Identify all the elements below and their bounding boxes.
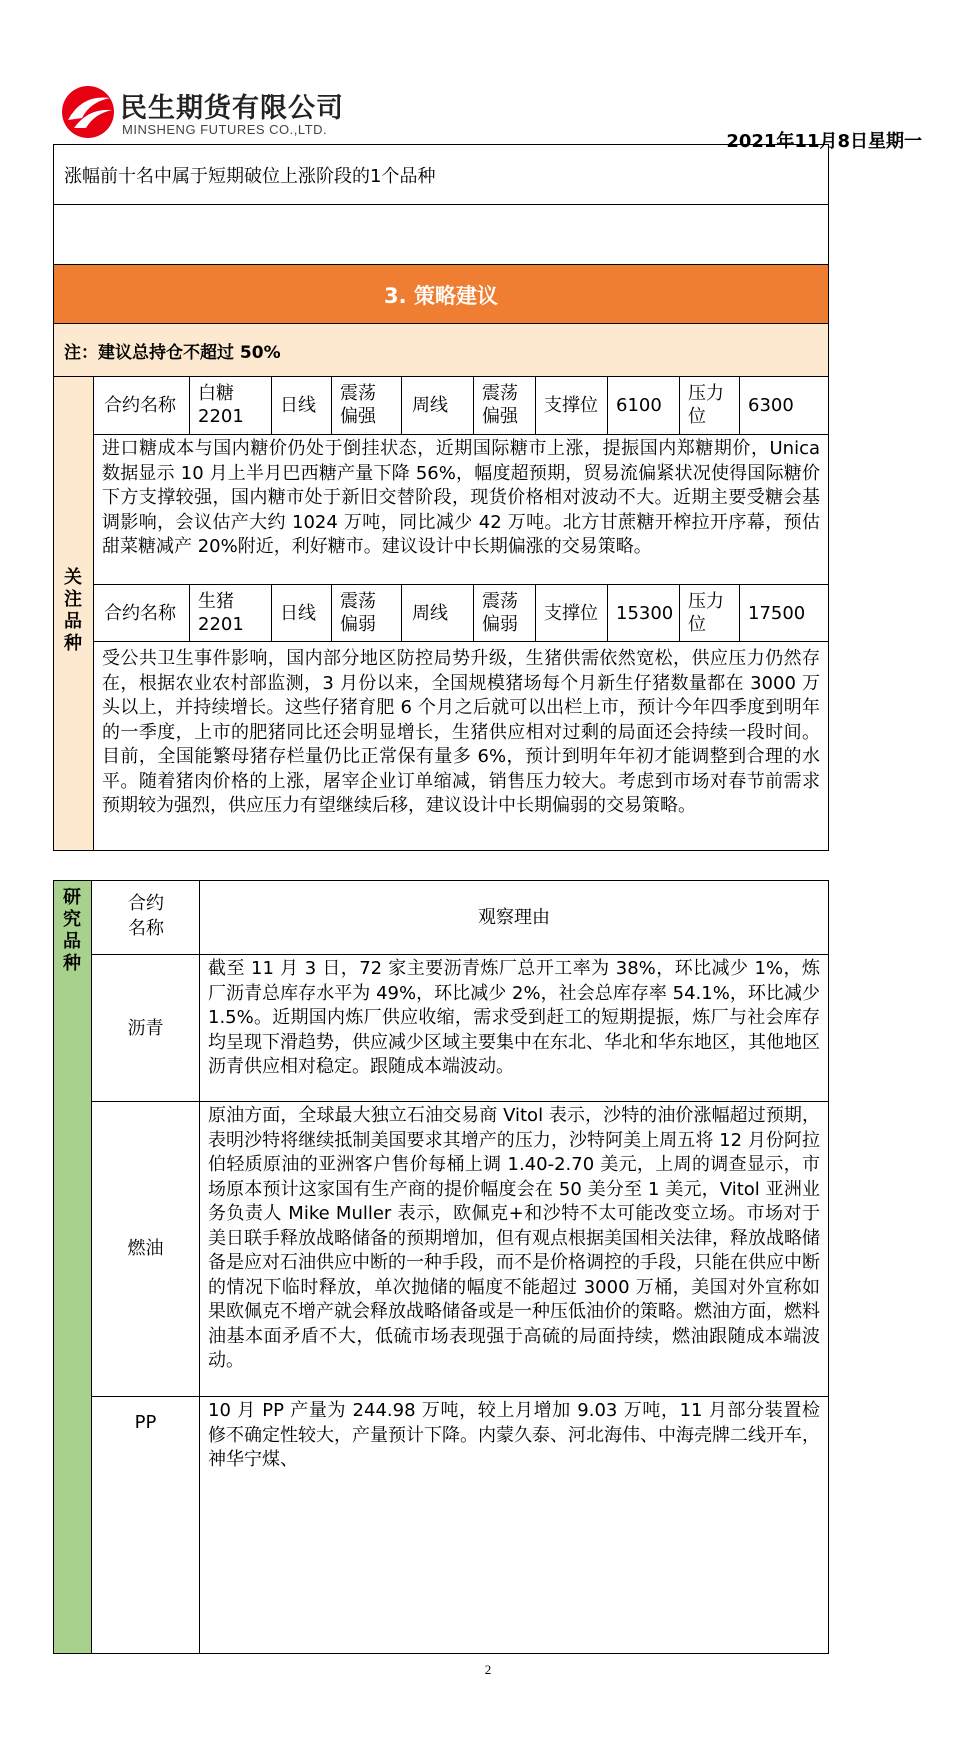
research-label: 研究品种 <box>63 887 81 974</box>
sugar-contract-label-cell <box>94 377 190 434</box>
sugar-weekly-label-cell <box>402 377 474 434</box>
note-row <box>54 324 828 377</box>
sugar-daily-trend-1: 震荡 <box>340 383 376 404</box>
col-contract-header-2: 名称 <box>128 918 164 939</box>
pp-reason-text: 10 月 PP 产量为 244.98 万吨，较上月增加 9.03 万吨，11 月部分装置检修不确定性较大，产量预计下降。内蒙久泰、河北海伟、中海壳牌二线开车，神华宁煤、 <box>208 1400 820 1470</box>
section-title: 3. 策略建议 <box>384 284 498 308</box>
hog-daily-trend-cell <box>332 585 402 641</box>
research-label-cell <box>54 881 92 1653</box>
pp-name: PP <box>134 1412 157 1433</box>
sugar-analysis-row <box>94 435 828 585</box>
sugar-weekly-label: 周线 <box>412 395 448 416</box>
blank-row <box>54 205 828 265</box>
col-reason-header: 观察理由 <box>478 907 550 928</box>
hog-daily-trend-2: 偏弱 <box>340 614 376 635</box>
sugar-support-label-cell <box>536 377 608 434</box>
fuel-oil-reason-text: 原油方面，全球最大独立石油交易商 Vitol 表示，沙特的油价涨幅超过预期，表明沙特将继续抵制美国要求其增产的压力，沙特阿美上周五将 12 月份阿拉伯轻质原油的亚洲客户售价每桶上调 1.40-2.70 美元，上周的调查显示，市场原本预计这家国有生产商的提价幅度会在 50 美分至 1 美元，Vitol 亚洲业务负责人 Mike Muller 表示，欧佩克+和沙特不太可能改变立场。市场对于美日联手释放战略储备的预期增加，但有观点根据美国相关法律，释放战略储备是应对石油供应中断的一种手段，而不是价格调控的手段，只能在供应中断的情况下临时释放，单次抛储的幅度不能超过 3000 万桶，美国对外宣称如果欧佩克不增产就会释放战略储备或是一种压低油价的策略。燃油方面，燃料油基本面矛盾不大，低硫市场表现强于高硫的局面持续，燃油跟随成本端波动。 <box>208 1105 820 1371</box>
asphalt-reason-text: 截至 11 月 3 日，72 家主要沥青炼厂总开工率为 38%，环比减少 1%，炼厂沥青总库存水平为 49%，环比减少 2%，社会总库存率 54.1%，环比减少 1.5%。近期国内炼厂供应收缩，需求受到赶工的短期提振，炼厂与社会库存均呈现下滑趋势，供应减少区域主要集中在东北、华北和华东地区，其他地区沥青供应相对稳定。跟随成本端波动。 <box>208 958 820 1077</box>
sugar-analysis-text: 进口糖成本与国内糖价仍处于倒挂状态，近期国际糖市上涨，提振国内郑糖期价，Unica 数据显示 10 月上半月巴西糖产量下降 56%，幅度超预期，贸易流偏紧状况使得国际糖价下方支撑较强，国内糖市处于新旧交替阶段，现货价格相对波动不大。近期主要受糖会基调影响，会议估产大约 1024 万吨，同比减少 42 万吨。北方甘蔗糖开榨拉开序幕，预估甜菜糖减产 20%附近，利好糖市。建议设计中长期偏涨的交易策略。 <box>102 438 820 557</box>
research-row-fuel-oil <box>92 1102 828 1397</box>
fuel-oil-name-cell <box>92 1102 200 1396</box>
hog-daily-trend-1: 震荡 <box>340 591 376 612</box>
sugar-support-value: 6100 <box>616 395 662 416</box>
sugar-support-label: 支撑位 <box>544 395 598 416</box>
page-number: 2 <box>484 1662 492 1677</box>
sugar-contract-name: 白糖 <box>198 383 234 404</box>
pp-name-cell <box>92 1397 200 1653</box>
sugar-support-value-cell <box>608 377 680 434</box>
asphalt-name-cell <box>92 955 200 1101</box>
sugar-daily-trend-cell <box>332 377 402 434</box>
focus-label: 关注品种 <box>64 567 82 654</box>
hog-contract-name: 生猪 <box>198 591 234 612</box>
sugar-daily-label-cell <box>272 377 332 434</box>
sugar-weekly-trend-cell <box>474 377 536 434</box>
sugar-contract-label: 合约名称 <box>104 395 176 416</box>
sugar-daily-label: 日线 <box>280 395 316 416</box>
hog-resistance-label-1: 压力 <box>688 591 724 612</box>
sugar-daily-trend-2: 偏强 <box>340 406 376 427</box>
intro-row <box>54 145 828 205</box>
hog-daily-label: 日线 <box>280 603 316 624</box>
hog-resistance-value: 17500 <box>748 603 806 624</box>
intro-text: 涨幅前十名中属于短期破位上涨阶段的1个品种 <box>64 166 436 187</box>
company-name-en: MINSHENG FUTURES CO.,LTD. <box>122 122 328 137</box>
hog-support-value-cell <box>608 585 680 641</box>
hog-weekly-trend-cell <box>474 585 536 641</box>
col-contract-header-1: 合约 <box>128 893 164 914</box>
sugar-contract-cell <box>190 377 272 434</box>
company-logo-icon <box>60 84 116 140</box>
sugar-resistance-label-1: 压力 <box>688 383 724 404</box>
research-header-row <box>92 881 828 955</box>
hog-support-label-cell <box>536 585 608 641</box>
hog-resistance-label-2: 位 <box>688 614 706 635</box>
hog-weekly-trend-1: 震荡 <box>482 591 518 612</box>
sugar-resistance-label-2: 位 <box>688 406 706 427</box>
hog-support-label: 支撑位 <box>544 603 598 624</box>
hog-weekly-label: 周线 <box>412 603 448 624</box>
sugar-weekly-trend-2: 偏强 <box>482 406 518 427</box>
hog-contract-cell <box>190 585 272 641</box>
report-date: 2021年11月8日星期一 <box>726 131 922 152</box>
sugar-resistance-value: 6300 <box>748 395 794 416</box>
fuel-oil-name: 燃油 <box>127 1238 164 1259</box>
hog-weekly-label-cell <box>402 585 474 641</box>
sugar-header-row <box>94 377 828 435</box>
research-row-pp <box>92 1397 828 1653</box>
sugar-contract-code: 2201 <box>198 406 244 427</box>
company-logo <box>60 84 420 150</box>
hog-analysis-text: 受公共卫生事件影响，国内部分地区防控局势升级，生猪供需依然宽松，供应压力仍然存在，根据农业农村部监测，3 月份以来，全国规模猪场每个月新生仔猪数量都在 3000 万头以上，并持续增长。这些仔猪育肥 6 个月之后就可以出栏上市，预计今年四季度到明年的一季度，上市的肥猪同比还会明显增长，生猪供应相对过剩的局面还会持续一段时间。目前，全国能繁母猪存栏量仍比正常保有量多 6%，预计到明年年初才能调整到合理的水平。随着猪肉价格的上涨，屠宰企业订单缩减，销售压力较大。考虑到市场对春节前需求预期较为强烈，供应压力有望继续后移，建议设计中长期偏弱的交易策略。 <box>102 648 820 816</box>
hog-resistance-value-cell <box>740 585 828 641</box>
company-name-cn: 民生期货有限公司 <box>120 93 344 124</box>
position-note: 注：建议总持仓不超过 50% <box>64 343 281 363</box>
hog-resistance-label-cell <box>680 585 740 641</box>
section-title-row <box>54 265 828 324</box>
sugar-resistance-label-cell <box>680 377 740 434</box>
hog-support-value: 15300 <box>616 603 674 624</box>
hog-daily-label-cell <box>272 585 332 641</box>
strategy-table <box>53 144 829 851</box>
hog-contract-code: 2201 <box>198 614 244 635</box>
col-contract-header-cell <box>92 881 200 954</box>
sugar-weekly-trend-1: 震荡 <box>482 383 518 404</box>
hog-header-row <box>94 585 828 642</box>
hog-weekly-trend-2: 偏弱 <box>482 614 518 635</box>
asphalt-name: 沥青 <box>127 1018 164 1039</box>
research-row-asphalt <box>92 955 828 1102</box>
hog-contract-label: 合约名称 <box>104 603 176 624</box>
focus-label-cell <box>54 377 94 850</box>
research-table <box>53 880 829 1654</box>
hog-analysis-row <box>94 642 828 850</box>
hog-contract-label-cell <box>94 585 190 641</box>
sugar-resistance-value-cell <box>740 377 828 434</box>
